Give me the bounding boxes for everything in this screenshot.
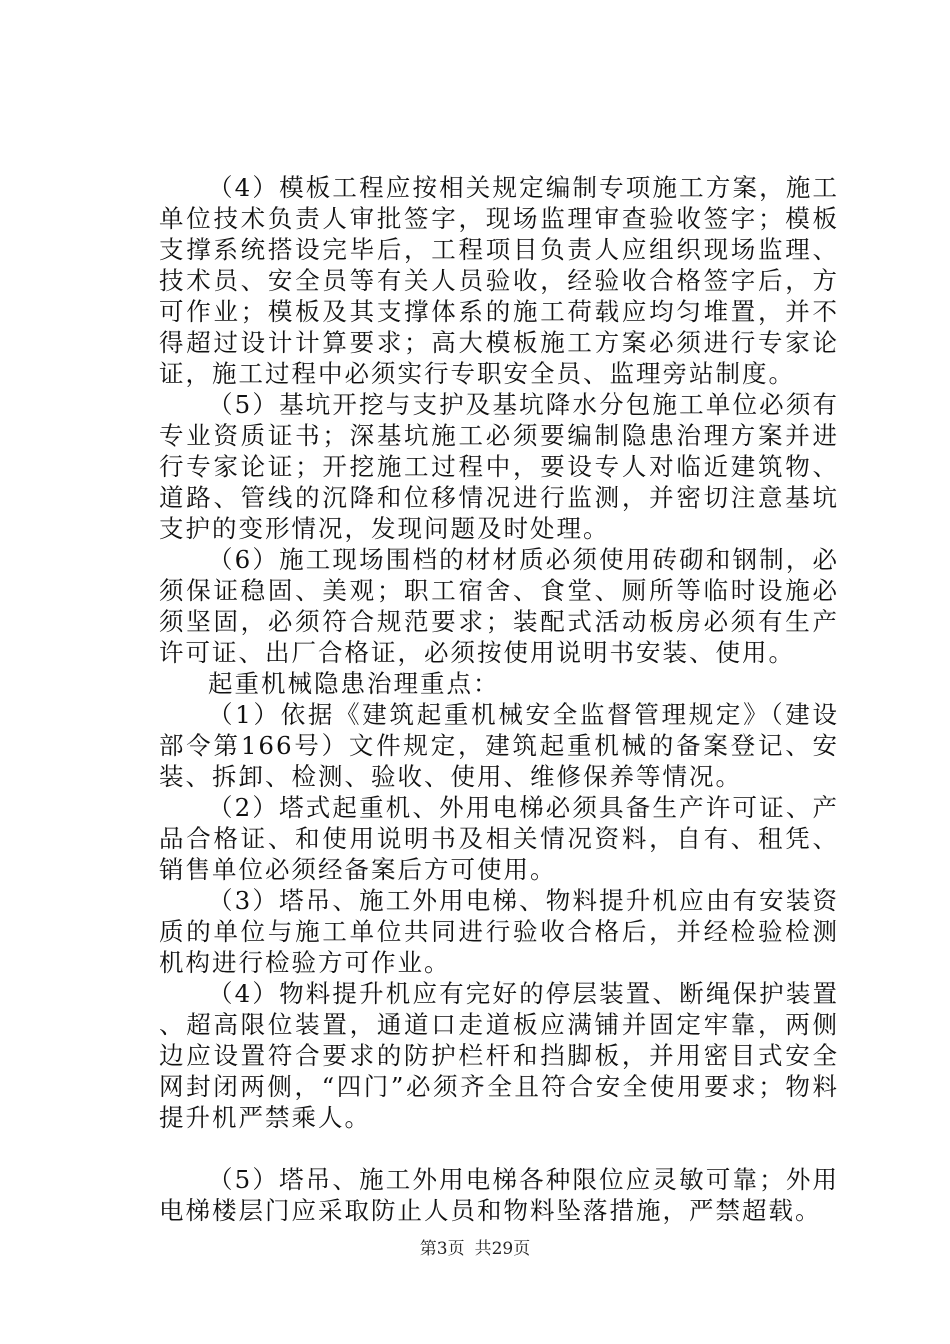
paragraph-crane-certificates: （2）塔式起重机、外用电梯必须具备生产许可证、产品合格证、和使用说明书及相关情况资料，自有、租凭、销售单位必须经备案后方可使用。: [159, 793, 839, 884]
paragraph-site-enclosure: （6）施工现场围档的材材质必须使用砖砌和钢制，必须保证稳固、美观；职工宿舍、食堂、厕所等临时设施必须坚固，必须符合规范要求；装配式活动板房必须有生产许可证、出厂合格证，必须按使用说明书安装、使用。: [159, 545, 839, 667]
page-footer: [0, 1238, 950, 1260]
paragraph-lifting-regulation: （1）依据《建筑起重机械安全监督管理规定》（建设部令第166号）文件规定，建筑起重机械的备案登记、安装、拆卸、检测、验收、使用、维修保养等情况。: [159, 700, 839, 791]
page-total: 共29页: [474, 1239, 531, 1259]
body-text: [159, 172, 839, 1226]
paragraph-limit-devices: （5）塔吊、施工外用电梯各种限位应灵敏可靠；外用电梯楼层门应采取防止人员和物料坠落措施，严禁超载。: [159, 1165, 839, 1225]
paragraph-material-hoist: （4）物料提升机应有完好的停层装置、断绳保护装置、超高限位装置，通道口走道板应满铺并固定牢靠，两侧边应设置符合要求的防护栏杆和挡脚板，并用密目式安全网封闭两侧，“四门”必须齐全且符合安全使用要求；物料提升机严禁乘人。: [159, 979, 839, 1132]
paragraph-installation-acceptance: （3）塔吊、施工外用电梯、物料提升机应由有安装资质的单位与施工单位共同进行验收合格后，并经检验检测机构进行检验方可作业。: [159, 886, 839, 977]
section-heading-lifting-machinery: 起重机械隐患治理重点：: [208, 669, 500, 698]
paragraph-formwork: （4）模板工程应按相关规定编制专项施工方案，施工单位技术负责人审批签字，现场监理审查验收签字；模板支撑系统搭设完毕后，工程项目负责人应组织现场监理、技术员、安全员等有关人员验收，经验收合格签字后，方可作业；模板及其支撑体系的施工荷载应均匀堆置，并不得超过设计计算要求；高大模板施工方案必须进行专家论证，施工过程中必须实行专职安全员、监理旁站制度。: [159, 173, 839, 388]
page-number: 第3页: [419, 1239, 465, 1259]
paragraph-foundation-pit: （5）基坑开挖与支护及基坑降水分包施工单位必须有专业资质证书；深基坑施工必须要编制隐患治理方案并进行专家论证；开挖施工过程中，要设专人对临近建筑物、道路、管线的沉降和位移情况进行监测，并密切注意基坑支护的变形情况，发现问题及时处理。: [159, 390, 839, 543]
